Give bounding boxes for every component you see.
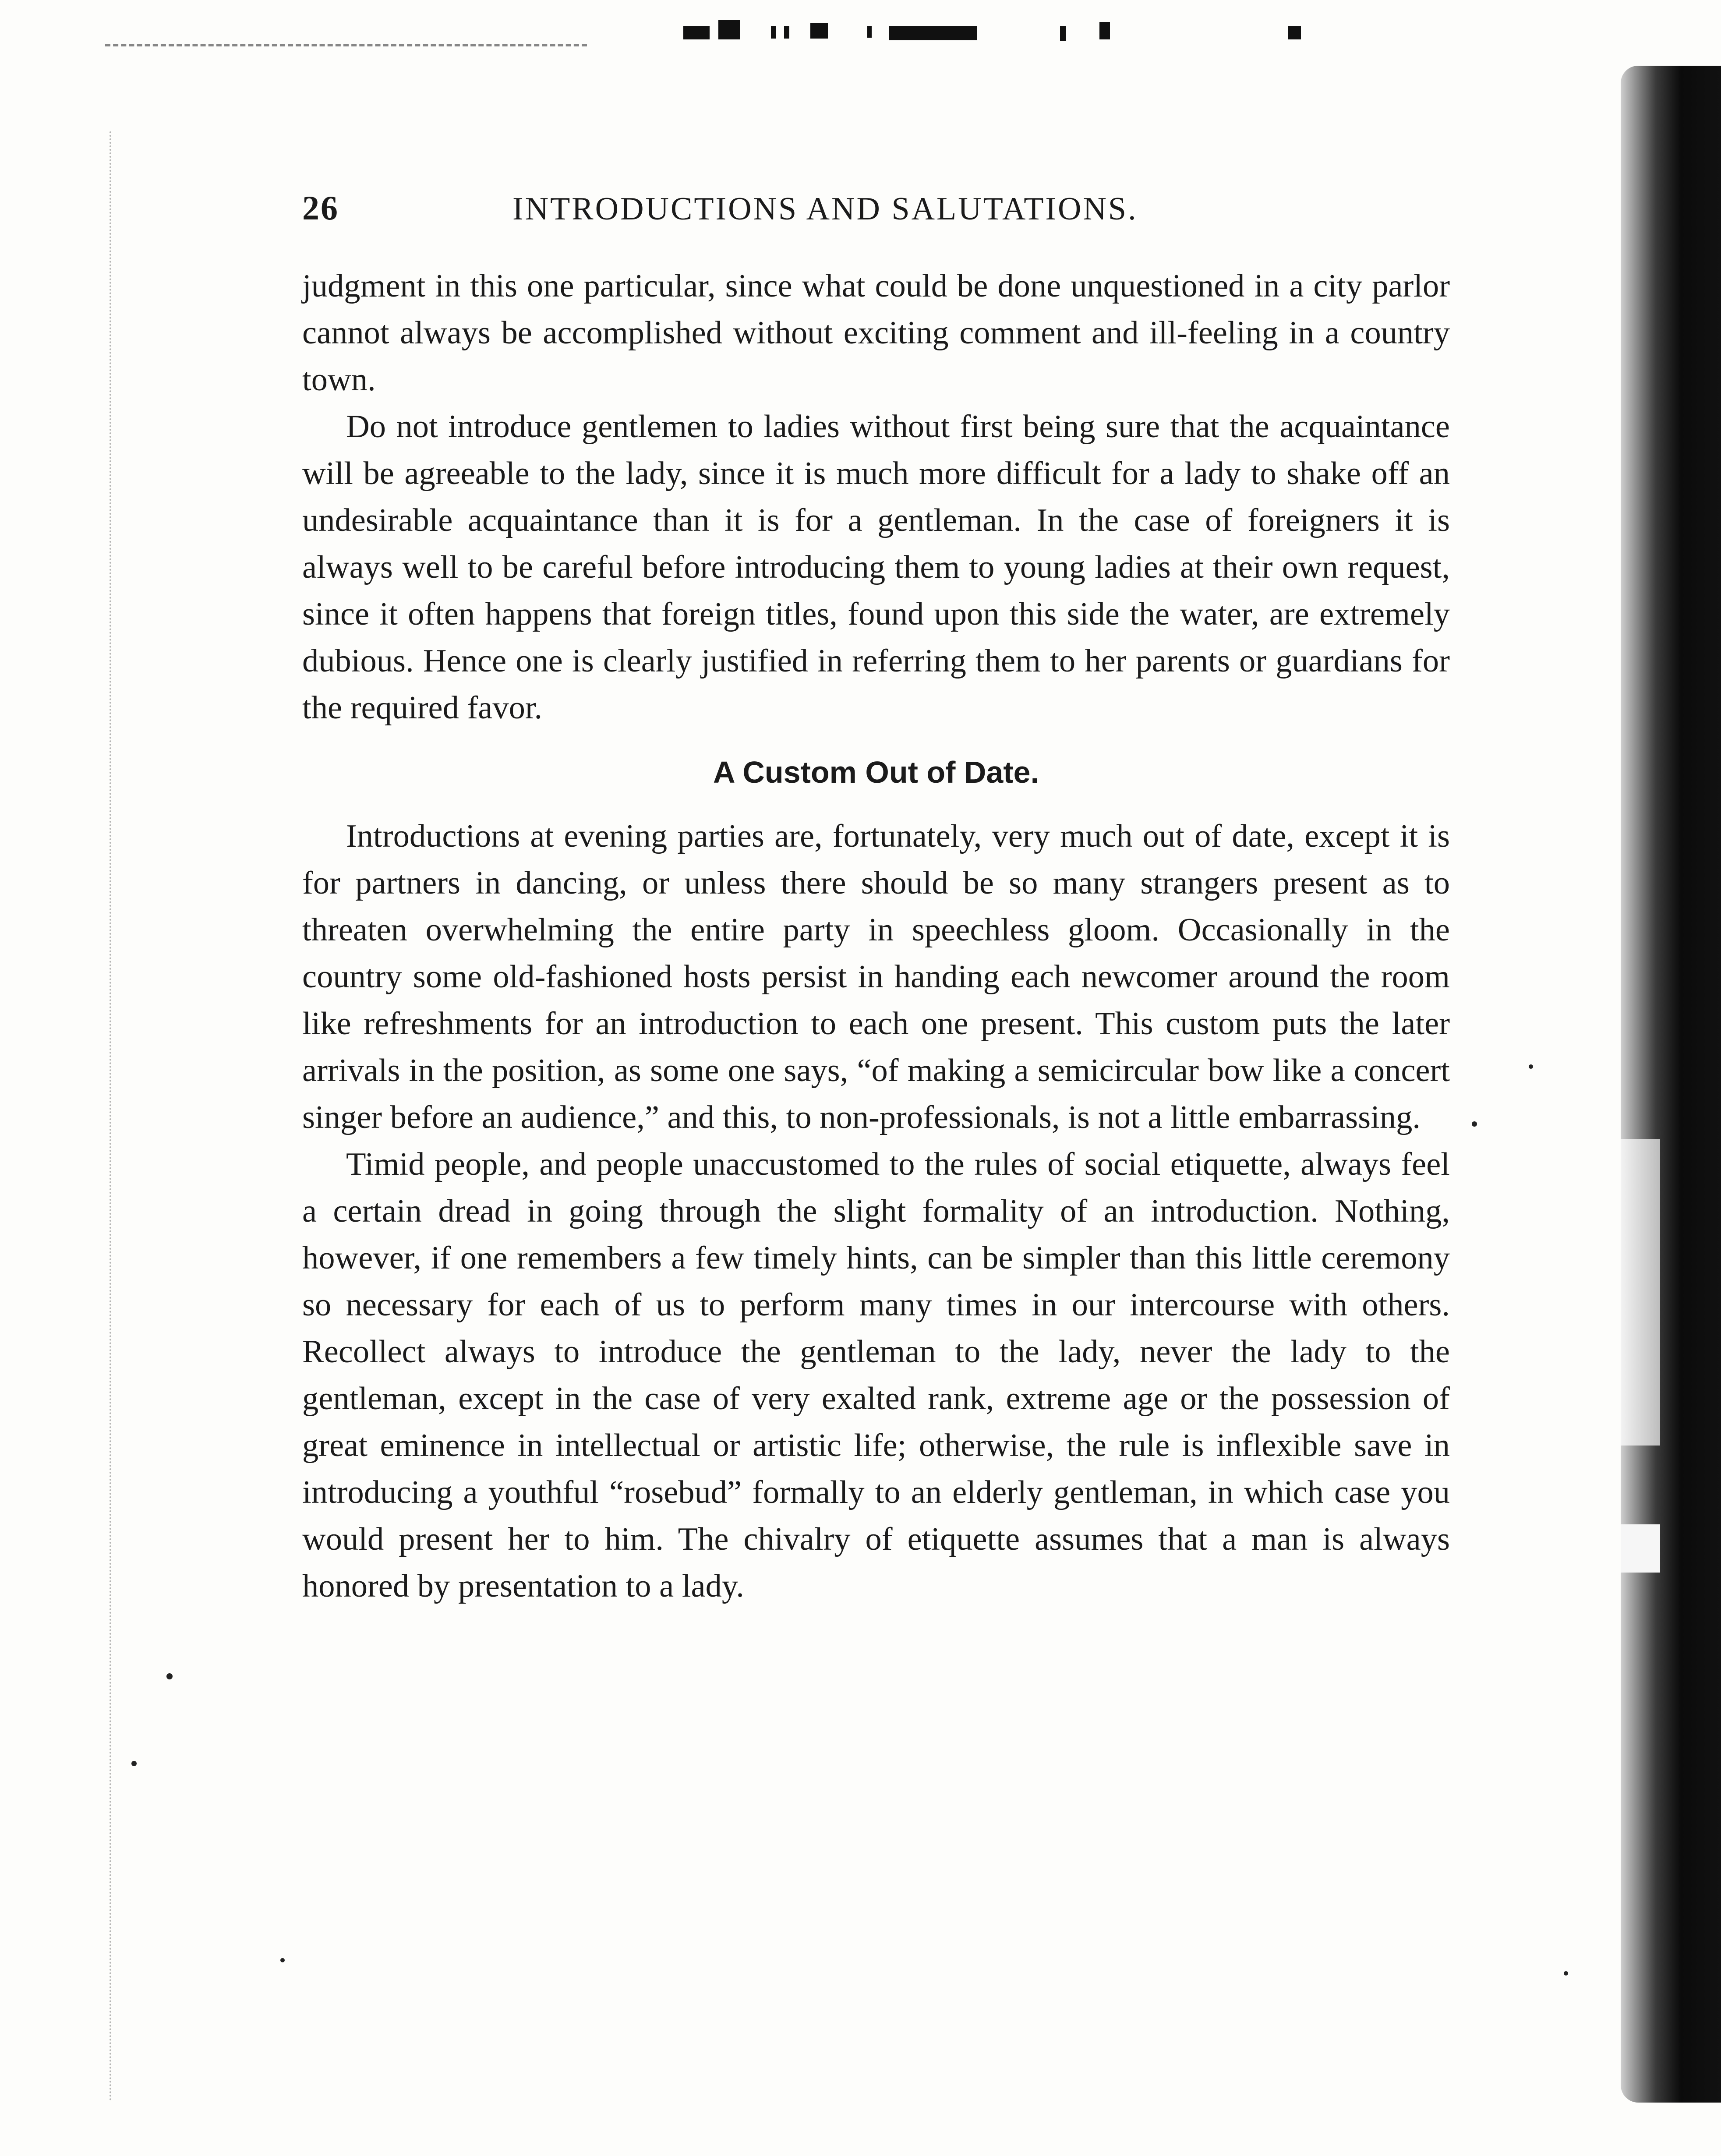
top-scan-marks — [683, 18, 1340, 53]
scan-speck — [1564, 1971, 1568, 1976]
paragraph: judgment in this one particular, since what could be done unquestioned in a city parlor cannot always be accomplished without exciting comment and ill-feeling in a country town. — [302, 268, 1450, 398]
paragraph: Timid people, and people unaccustomed to the rules of social etiquette, always feel a certain dread in going through the slight formality of an introduction. Nothing, however, if one remembers a few timely hints, can be simpler than this little ceremony so necessary for each of us to perform many times in our intercourse with others. Recollect always to introduce the gentleman to the lady, never the lady to the gentleman, except in the case of very exalted rank, extreme age or the possession of great eminence in intellectual or artistic life; otherwise, the rule is inflexible save in introducing a youthful “rosebud” formally to an elderly gentleman, in which case you would present her to him. The chivalry of etiquette assumes that a man is always honored by presentation to a lady. — [302, 1146, 1450, 1604]
running-title: INTRODUCTIONS AND SALUTATIONS. — [512, 191, 1138, 227]
top-edge-rule — [105, 44, 587, 46]
binding-light-patch-2 — [1621, 1524, 1660, 1573]
scan-speck — [1529, 1064, 1533, 1069]
scan-speck — [280, 1958, 285, 1962]
page-header — [302, 188, 1485, 241]
binding-light-patch — [1621, 1139, 1660, 1446]
left-margin-edge — [110, 131, 111, 2103]
binding-shadow — [1621, 66, 1721, 2103]
page-body — [302, 263, 1450, 1610]
scan-speck — [131, 1761, 137, 1766]
paragraph: Do not introduce gentlemen to ladies without first being sure that the acquaintance will be agreeable to the lady, since it is much more difficult for a lady to shake off an undesirable acquaintance than it is for a gentleman. In the case of foreigners it is always well to be careful before introducing them to young ladies at their own request, since it often happens that foreign titles, found upon this side the water, are extremely dubious. Hence one is clearly justified in referring them to her parents or guardians for the required favor. — [302, 409, 1450, 726]
paragraph: Introductions at evening parties are, fortunately, very much out of date, except it is for partners in dancing, or unless there should be so many strangers present as to threaten overwhelming the entire party in speechless gloom. Occasionally in the country some old-fashioned hosts persist in handing each newcomer around the room like refreshments for an introduction to each one present. This custom puts the later arrivals in the position, as some one says, “of making a semicircular bow like a concert singer before an audience,” and this, to non-professionals, is not a little embarrassing. — [302, 818, 1450, 1135]
page-number: 26 — [302, 189, 339, 227]
scan-speck — [1472, 1121, 1477, 1127]
scan-speck — [166, 1673, 173, 1679]
section-heading: A Custom Out of Date. — [713, 755, 1039, 789]
